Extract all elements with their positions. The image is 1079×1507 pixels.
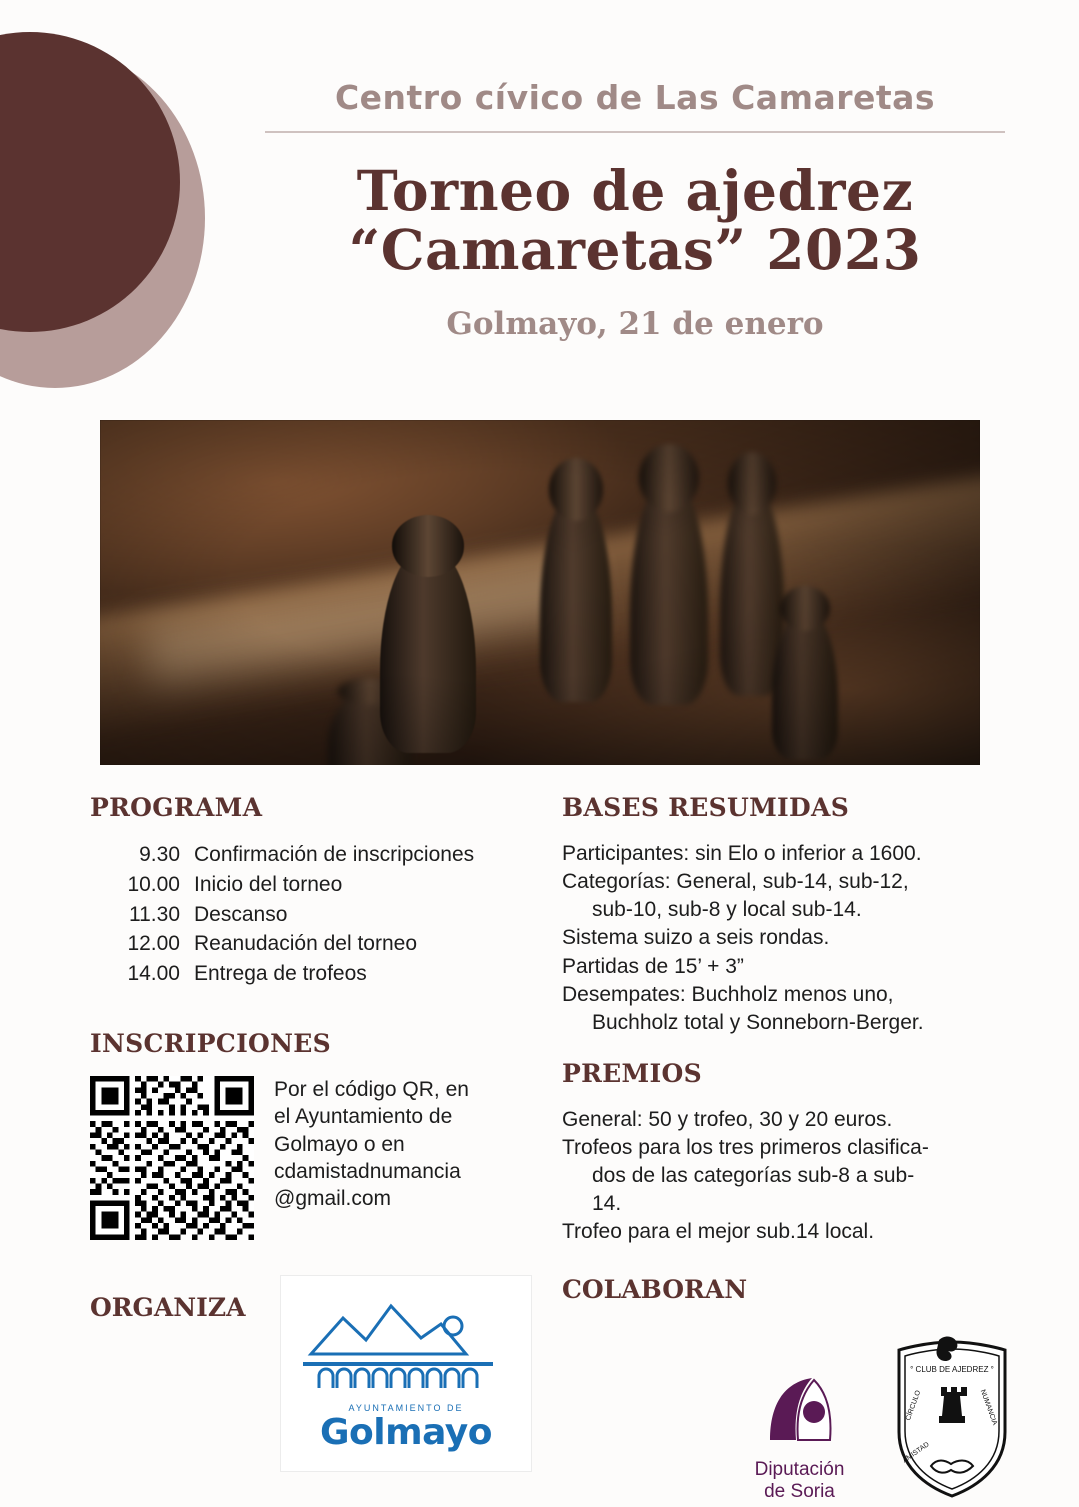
qr-code-icon[interactable] [90, 1076, 254, 1240]
diputacion-line-1: Diputación [754, 1459, 845, 1480]
programa-time: 12.00 [127, 932, 180, 956]
bases-line: Participantes: sin Elo o inferior a 1600. [562, 842, 922, 865]
inscripciones-block [90, 1076, 530, 1240]
list-item [90, 900, 530, 930]
diputacion-line-2: de Soria [764, 1480, 835, 1502]
svg-text:NUMANCIA: NUMANCIA [978, 1388, 999, 1427]
club-crest-icon [887, 1336, 1017, 1501]
inscripciones-text [274, 1076, 524, 1212]
decorative-circle-light [0, 48, 205, 388]
left-column [90, 793, 530, 1240]
diputacion-mark-icon [740, 1368, 860, 1448]
right-column [562, 793, 1017, 1247]
inscripciones-heading: INSCRIPCIONES [90, 1029, 331, 1059]
programa-list [90, 840, 530, 989]
golmayo-mountains-icon [281, 1276, 531, 1416]
event-location-date: Golmayo, 21 de enero [446, 305, 824, 342]
programa-time: 11.30 [129, 902, 180, 926]
programa-time: 10.00 [127, 872, 180, 896]
colaboran-logos [562, 1328, 1022, 1503]
list-item [90, 870, 530, 900]
svg-text:CÍRCULO: CÍRCULO [904, 1389, 923, 1422]
bases-line: Sistema suizo a seis rondas. [562, 926, 830, 950]
bases-line: Categorías: General, sub-14, sub-12, [562, 870, 909, 894]
bases-line: Partidas de 15’ + 3” [562, 954, 744, 978]
premios-line: Trofeo para el mejor sub.14 local. [562, 1220, 875, 1244]
premios-line: Trofeos para los tres primeros clasifica- [562, 1136, 929, 1159]
svg-text:AMISTAD: AMISTAD [901, 1441, 931, 1465]
photo-vignette [100, 420, 980, 765]
bases-text [562, 840, 1017, 1037]
bases-line: sub-10, sub-8 y local sub-14. [592, 898, 862, 922]
list-item [90, 840, 530, 870]
premios-heading: PREMIOS [562, 1058, 702, 1088]
diputacion-name [712, 1459, 887, 1503]
club-ajedrez-circulo-amistad-numancia-logo [887, 1336, 1017, 1501]
spacer [562, 1037, 1017, 1059]
bases-line: Buchholz total y Sonneborn-Berger. [592, 1010, 924, 1034]
spacer [90, 989, 530, 1029]
list-item [90, 929, 530, 959]
list-item [90, 959, 530, 989]
premios-line: 14. [592, 1192, 622, 1216]
poster-header [255, 78, 1015, 342]
bases-line: Desempates: Buchholz menos uno, [562, 982, 894, 1006]
colaboran-block [562, 1275, 1022, 1503]
golmayo-logo-name: Golmayo [319, 1412, 493, 1453]
club-top-text: ° CLUB DE AJEDREZ ° [910, 1365, 994, 1374]
programa-time: 14.00 [127, 962, 180, 986]
venue-name: Centro cívico de Las Camaretas [265, 78, 1005, 133]
programa-time: 9.30 [139, 843, 180, 866]
chess-pieces-photo [100, 420, 980, 765]
inscripciones-line-3: Golmayo o en [274, 1132, 405, 1156]
premios-line: General: 50 y trofeo, 30 y 20 euros. [562, 1107, 893, 1131]
title-line-2: “Camaretas” 2023 [348, 217, 922, 283]
programa-text: Entrega de trofeos [194, 962, 367, 986]
inscripciones-line-2: el Ayuntamiento de [274, 1105, 453, 1129]
decorative-circles [0, 0, 260, 400]
page-title [255, 158, 1015, 283]
premios-text [562, 1106, 1017, 1247]
premios-line: dos de las categorías sub-8 a sub- [592, 1164, 915, 1188]
inscripciones-line-1: Por el código QR, en [274, 1078, 469, 1102]
golmayo-logo [280, 1275, 532, 1472]
title-line-1: Torneo de ajedrez [356, 158, 914, 223]
programa-text: Descanso [194, 902, 288, 926]
golmayo-logo-subtitle: AYUNTAMIENTO DE [348, 1403, 464, 1413]
colaboran-heading: COLABORAN [562, 1275, 748, 1304]
programa-text: Reanudación del torneo [194, 932, 418, 956]
diputacion-de-soria-logo [712, 1368, 887, 1503]
organiza-heading: ORGANIZA [90, 1293, 246, 1322]
decorative-circle-dark [0, 32, 180, 332]
programa-heading: PROGRAMA [90, 793, 263, 822]
programa-text: Inicio del torneo [194, 872, 343, 896]
bases-heading: BASES RESUMIDAS [562, 793, 850, 822]
programa-text: Confirmación de inscripciones [194, 843, 475, 866]
inscripciones-line-4: cdamistadnumancia [274, 1159, 461, 1183]
inscripciones-line-5: @gmail.com [274, 1187, 392, 1211]
